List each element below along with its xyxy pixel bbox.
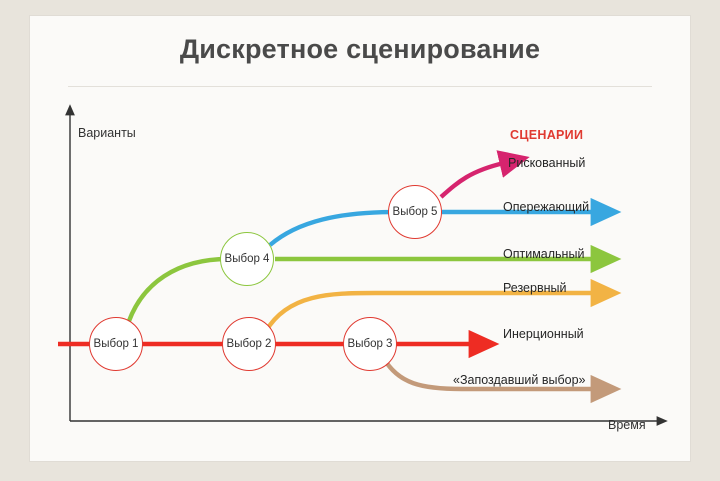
scenario-label-inertial: Инерционный: [503, 327, 584, 341]
node-label: Выбор 1: [93, 338, 139, 350]
node-label: Выбор 3: [347, 338, 393, 350]
node-label: Выбор 5: [392, 206, 438, 218]
path-reserve: [266, 293, 595, 331]
page-title: Дискретное сценирование: [179, 34, 541, 64]
node-vybor-1[interactable]: [89, 317, 143, 371]
diagram-svg: [30, 16, 690, 461]
node-vybor-2[interactable]: [222, 317, 276, 371]
node-label: Выбор 4: [224, 253, 270, 265]
scenario-label-optimal: Оптимальный: [503, 247, 585, 261]
axis-x-label: Время: [608, 418, 646, 432]
scenarios-header: СЦЕНАРИИ: [510, 128, 584, 142]
scenario-label-risky: Рискованный: [508, 156, 586, 170]
node-vybor-4[interactable]: [220, 232, 274, 286]
slide-canvas: [30, 16, 690, 461]
node-label: Выбор 2: [226, 338, 272, 350]
node-vybor-5[interactable]: [388, 185, 442, 239]
scenario-label-leading: Опережающий: [503, 200, 590, 214]
axis-y-label: Варианты: [78, 126, 136, 140]
node-vybor-3[interactable]: [343, 317, 397, 371]
path-risky: [441, 163, 504, 197]
scenario-label-reserve: Резервный: [503, 281, 567, 295]
scenario-label-late: «Запоздавший выбор»: [453, 373, 586, 387]
